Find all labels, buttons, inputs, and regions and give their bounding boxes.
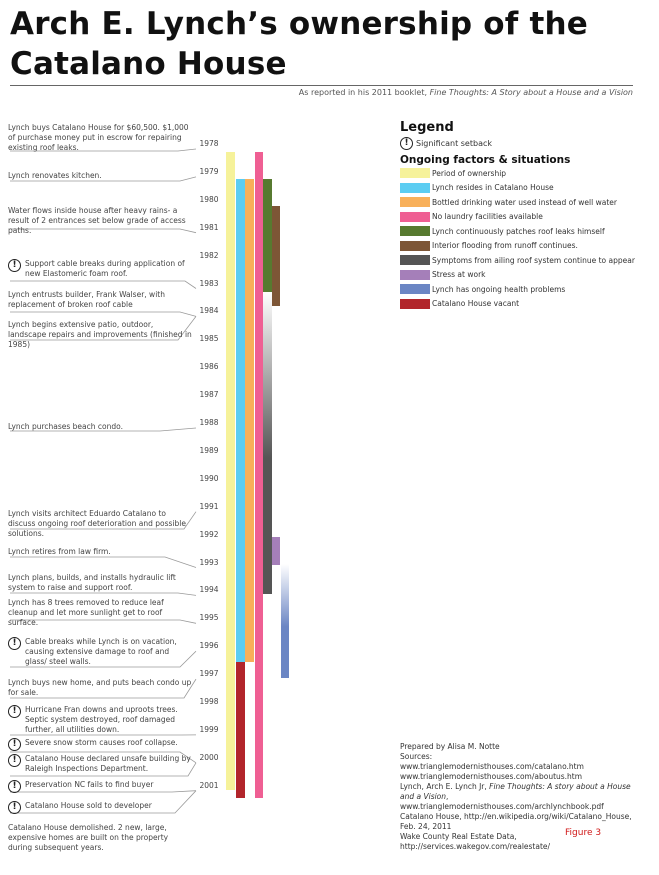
year-label: 2001: [199, 780, 219, 790]
year-label: 1988: [199, 418, 219, 427]
event: [8, 823, 193, 853]
event-text: Catalano House demolished. 2 new, large, expensive homes are built on the property during subsequent years.: [8, 823, 169, 852]
year-label: 1994: [199, 585, 219, 595]
event-text: Severe snow storm causes roof collapse.: [25, 738, 178, 747]
legend-label: Interior flooding from runoff continues.: [432, 241, 578, 251]
year-label: 1997: [199, 669, 219, 679]
event-setback: [8, 780, 193, 790]
legend-label: Lynch has ongoing health problems: [432, 284, 566, 294]
year-label: 1990: [199, 473, 219, 483]
legend-swatch: [400, 270, 430, 280]
legend-ongoing-title: Ongoing factors & situations: [400, 154, 571, 166]
setback-label: Significant setback: [416, 139, 492, 148]
legend-label: Lynch continuously patches roof leaks himself: [432, 226, 605, 236]
year-label: 1991: [199, 501, 219, 511]
year-label: 1984: [199, 306, 219, 316]
connector-line: [10, 557, 196, 568]
year-label: 2000: [199, 752, 219, 762]
legend-swatch: [400, 299, 430, 309]
year-label: 1998: [199, 697, 219, 706]
subtitle-prefix: As reported in his 2011 booklet,: [298, 88, 430, 97]
event-setback: [8, 754, 193, 774]
year-label: 1981: [199, 222, 219, 232]
year-label: 1978: [199, 139, 219, 148]
timeline-bar: [272, 537, 280, 565]
event: [8, 290, 193, 310]
legend-swatch: [400, 183, 430, 193]
year-label: 1985: [199, 334, 219, 344]
timeline-bar: [236, 179, 245, 662]
connector-line: [10, 312, 196, 316]
event-text: Lynch buys new home, and puts beach condo up for sale.: [8, 678, 192, 697]
legend: [400, 120, 640, 311]
timeline-bar: [263, 179, 272, 292]
year-label: 1993: [199, 557, 219, 567]
legend-item: [400, 268, 640, 283]
legend-label: No laundry facilities available: [432, 212, 543, 222]
event: [8, 598, 193, 628]
year-label: 1979: [199, 166, 219, 176]
legend-item: [400, 210, 640, 225]
event-text: Lynch retires from law firm.: [8, 547, 111, 556]
legend-title: Legend: [400, 120, 454, 135]
legend-label: Catalano House vacant: [432, 299, 520, 309]
year-label: 1987: [199, 390, 219, 400]
setback-icon: !: [8, 754, 21, 767]
event-text: Catalano House declared unsafe building by Raleigh Inspections Department.: [25, 754, 191, 773]
timeline-bar: [263, 292, 272, 594]
year-label: 1995: [199, 613, 219, 623]
legend-swatch: [400, 284, 430, 294]
timeline-bar: [281, 564, 289, 678]
event: [8, 206, 193, 236]
event: [8, 123, 193, 153]
event-text: Lynch has 8 trees removed to reduce leaf cleanup and let more sunlight get to roof surface.: [8, 598, 164, 627]
event-text: Lynch visits architect Eduardo Catalano to discuss ongoing roof deterioration and possible solutions.: [8, 509, 186, 538]
event-setback: [8, 705, 193, 735]
legend-item: [400, 239, 640, 254]
timeline-bar: [245, 179, 254, 662]
legend-label: Period of ownership: [432, 168, 507, 178]
year-label: 1999: [199, 724, 219, 734]
credit-source-aboutus: www.trianglemodernisthouses.com/aboutus.htm: [400, 772, 583, 781]
connector-line: [10, 593, 196, 595]
setback-icon: !: [8, 259, 21, 272]
setback-icon: !: [400, 137, 413, 150]
legend-swatch: [400, 241, 430, 251]
legend-swatch: [400, 197, 430, 207]
credit-source-book: Lynch, Arch E. Lynch Jr, Fine Thoughts: A story about a House and a Vision, www.trianglemodernisthouses.com/archlynchbook.pdf: [400, 782, 631, 811]
setback-icon: !: [8, 705, 21, 718]
connector-line: [10, 791, 196, 792]
legend-label: Stress at work: [432, 270, 486, 280]
legend-swatch: [400, 212, 430, 222]
event: [8, 573, 193, 593]
event-text: Lynch plans, builds, and installs hydraulic lift system to raise and support roof.: [8, 573, 176, 592]
event-text: Preservation NC fails to find buyer: [25, 780, 154, 789]
event-text: Hurricane Fran downs and uproots trees. Septic system destroyed, roof damaged further, all utilities down.: [25, 705, 178, 734]
legend-item: [400, 181, 640, 196]
year-label: 1996: [199, 641, 219, 651]
legend-item: [400, 195, 640, 210]
timeline-bar: [272, 206, 280, 306]
figure-label: Figure 3: [565, 828, 602, 838]
setback-icon: !: [8, 801, 21, 814]
event-text: Cable breaks while Lynch is on vacation, causing extensive damage to roof and glass/ steel walls.: [25, 637, 177, 666]
legend-swatch: [400, 255, 430, 265]
legend-item: [400, 253, 640, 268]
event-text: Lynch renovates kitchen.: [8, 171, 102, 180]
event-setback: [8, 259, 193, 279]
year-label: 1986: [199, 362, 219, 372]
legend-label: Bottled drinking water used instead of well water: [432, 197, 617, 207]
year-label: 1992: [199, 529, 219, 539]
timeline-bar: [226, 152, 235, 790]
legend-item: [400, 282, 640, 297]
year-label: 1980: [199, 194, 219, 204]
event-text: Catalano House sold to developer: [25, 801, 152, 810]
legend-items: [400, 166, 640, 311]
year-label: 1983: [199, 278, 219, 288]
credit-sources-label: Sources:: [400, 752, 433, 761]
credit-source-wake-county: Wake County Real Estate Data, http://services.wakegov.com/realestate/: [400, 832, 551, 851]
event: [8, 678, 193, 698]
timeline-bar: [236, 662, 245, 798]
year-label: 1989: [199, 445, 219, 455]
event-text: Lynch purchases beach condo.: [8, 422, 123, 431]
legend-setback-row: [400, 137, 640, 150]
credit-source-wikipedia: Catalano House, http://en.wikipedia.org/wiki/Catalano_House, Feb. 24, 2011: [400, 812, 632, 831]
legend-item: [400, 297, 640, 312]
legend-label: Lynch resides in Catalano House: [432, 183, 554, 193]
legend-item: [400, 166, 640, 181]
event-text: Lynch buys Catalano House for $60,500. $1,000 of purchase money put in escrow for repairing existing roof leaks.: [8, 123, 189, 152]
credits: [400, 742, 640, 852]
setback-icon: !: [8, 637, 21, 650]
credit-source-catalano: www.trianglemodernisthouses.com/catalano.htm: [400, 762, 584, 771]
setback-icon: !: [8, 738, 21, 751]
legend-swatch: [400, 226, 430, 236]
legend-swatch: [400, 168, 430, 178]
event-text: Support cable breaks during application of new Elastomeric foam roof.: [25, 259, 185, 278]
subtitle-book: Fine Thoughts: A Story about a House and a Vision: [429, 88, 633, 97]
event: [8, 320, 193, 350]
page-title: Arch E. Lynch’s ownership of the Catalano House: [10, 6, 588, 82]
event: [8, 547, 193, 557]
setback-icon: !: [8, 780, 21, 793]
event-text: Lynch entrusts builder, Frank Walser, with replacement of broken roof cable: [8, 290, 165, 309]
timeline-bar: [255, 152, 263, 798]
event: [8, 171, 193, 181]
event-setback: [8, 801, 193, 811]
event-text: Lynch begins extensive patio, outdoor, landscape repairs and improvements (finished in 1985): [8, 320, 192, 349]
event-setback: [8, 738, 193, 748]
event-text: Water flows inside house after heavy rains- a result of 2 entrances set below grade of access paths.: [8, 206, 186, 235]
event: [8, 509, 193, 539]
legend-item: [400, 224, 640, 239]
credit-prepared-by: Prepared by Alisa M. Notte: [400, 742, 500, 751]
connector-line: [10, 281, 196, 289]
legend-label: Symptoms from ailing roof system continue to appear: [432, 255, 635, 265]
event-setback: [8, 637, 193, 667]
event: [8, 422, 193, 432]
year-label: 1982: [199, 250, 219, 260]
